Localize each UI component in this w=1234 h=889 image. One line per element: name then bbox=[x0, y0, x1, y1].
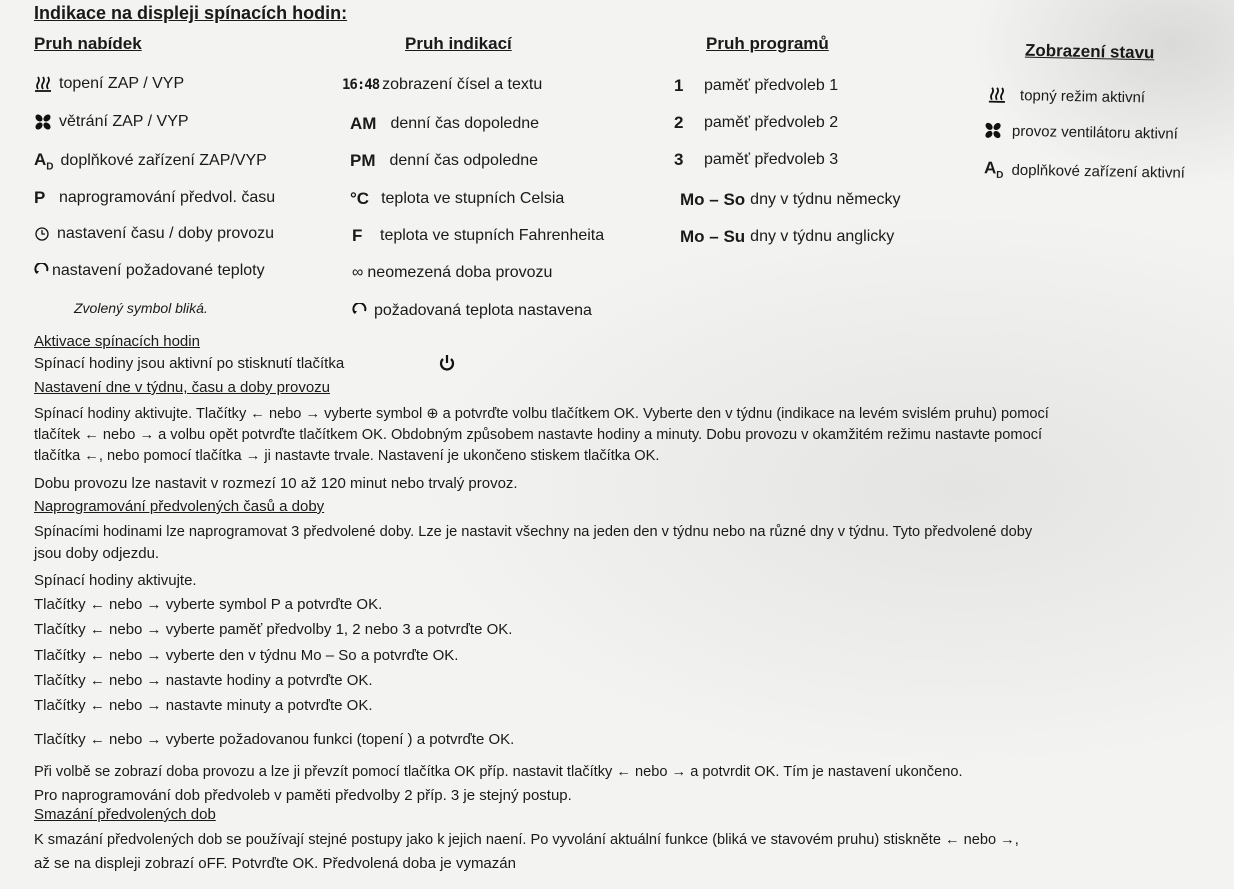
heating-active-icon bbox=[988, 86, 1006, 104]
temperature-set-icon bbox=[352, 303, 368, 319]
fan-active-icon bbox=[984, 121, 1002, 139]
indication-item-celsius: °C teplota ve stupních Celsia bbox=[350, 189, 565, 208]
auxiliary-device-symbol: $A_D$ bbox=[34, 150, 54, 173]
menu-item-ventilation: větrání ZAP / VYP bbox=[34, 113, 189, 131]
program-presets-heading: Naprogramování předvolených časů a doby bbox=[34, 498, 325, 515]
infinity-symbol: ∞ bbox=[352, 264, 364, 281]
program-other-line: Pro naprogramování dob předvoleb v paměti předvolby 2 příp. 3 je stejný postup. bbox=[34, 787, 572, 804]
program-step-6: Tlačítky ← nebo → vyberte požadovanou funkci (topení ) a potvrďte OK. bbox=[34, 731, 515, 748]
delete-line-2: až se na displeji zobrazí oFF. Potvrďte OK. Předvolená doba je vymazán bbox=[34, 855, 516, 872]
program-heat-line: Při volbě se zobrazí doba provozu a lze ji převzít pomocí tlačítka OK příp. nastavit tlačítky ← nebo → a potvrdit OK. Tím je nastavení ukončeno. bbox=[34, 764, 963, 780]
temperature-dial-icon bbox=[34, 263, 50, 279]
menu-note: Zvolený symbol bliká. bbox=[74, 300, 208, 316]
program-column-heading: Pruh programů bbox=[706, 34, 829, 53]
program-symbol: P bbox=[34, 188, 46, 207]
program-item-1: 1 paměť předvoleb 1 bbox=[674, 76, 839, 95]
clock-icon bbox=[34, 226, 50, 242]
delete-heading: Smazání předvolených dob bbox=[34, 806, 216, 823]
program-item-days-de: Mo – So dny v týdnu německy bbox=[680, 190, 901, 209]
status-item-fan: provoz ventilátoru aktivní bbox=[984, 121, 1178, 142]
program-step-2: Tlačítky ← nebo → vyberte paměť předvolby 1, 2 nebo 3 a potvrďte OK. bbox=[34, 621, 513, 638]
set-time-line-3: tlačítka ←, nebo pomocí tlačítka → ji nastavte trvale. Nastavení je ukončeno stiskem tlačítka OK. bbox=[34, 448, 660, 464]
fan-icon bbox=[34, 113, 52, 131]
program-item-3: 3 paměť předvoleb 3 bbox=[674, 150, 839, 169]
am-symbol: AM bbox=[350, 114, 377, 133]
program-item-2: 2 paměť předvoleb 2 bbox=[674, 113, 839, 132]
indication-item-digits: 16:48 zobrazení čísel a textu bbox=[342, 76, 543, 93]
program-presets-line-2: jsou doby odjezdu. bbox=[34, 545, 160, 562]
indication-item-unlimited: ∞ neomezená doba provozu bbox=[352, 264, 553, 281]
celsius-symbol: °C bbox=[350, 189, 370, 208]
activation-heading: Aktivace spínacích hodin bbox=[34, 333, 200, 350]
menu-item-heating: topení ZAP / VYP bbox=[34, 75, 184, 93]
activation-text: Spínací hodiny jsou aktivní po stisknutí tlačítka bbox=[34, 355, 345, 372]
status-item-auxiliary: $A_D$ doplňkové zařízení aktivní bbox=[983, 158, 1186, 182]
heating-icon bbox=[34, 75, 52, 93]
pm-symbol: PM bbox=[350, 151, 376, 170]
power-icon bbox=[438, 354, 456, 372]
status-item-heating: topný režim aktivní bbox=[988, 86, 1145, 107]
menu-item-program: P naprogramování předvol. času bbox=[34, 188, 276, 207]
set-time-line-4: Dobu provozu lze nastavit v rozmezí 10 až 120 minut nebo trvalý provoz. bbox=[34, 475, 518, 492]
indication-item-am: AM denní čas dopoledne bbox=[350, 114, 540, 133]
set-time-heading: Nastavení dne v týdnu, času a doby provozu bbox=[34, 379, 331, 396]
indication-column-heading: Pruh indikací bbox=[405, 34, 512, 53]
indication-item-pm: PM denní čas odpoledne bbox=[350, 151, 539, 170]
program-item-days-en: Mo – Su dny v týdnu anglicky bbox=[680, 227, 895, 246]
set-time-line-2: tlačítek ← nebo → a volbu opět potvrďte tlačítkem OK. Obdobným způsobem nastavte hodiny a minuty. Dobu provozu v okamžitém režimu nastavte pomocí bbox=[34, 427, 1043, 443]
menu-item-temperature: nastavení požadované teploty bbox=[34, 262, 265, 280]
delete-line-1: K smazání předvolených dob se používají stejné postupy jako k jejich naení. Po vyvolání aktuální funkce (bliká ve stavovém pruhu) stiskněte ← nebo →, bbox=[34, 832, 1019, 848]
fahrenheit-symbol: F bbox=[352, 226, 363, 245]
menu-item-auxiliary: $A_D$ doplňkové zařízení ZAP/VYP bbox=[34, 150, 267, 173]
program-step-5: Tlačítky ← nebo → nastavte minuty a potvrďte OK. bbox=[34, 697, 373, 714]
program-step-1: Tlačítky ← nebo → vyberte symbol P a potvrďte OK. bbox=[34, 596, 383, 613]
digit-display-symbol: 16:48 bbox=[342, 77, 380, 93]
program-step-3: Tlačítky ← nebo → vyberte den v týdnu Mo – So a potvrďte OK. bbox=[34, 647, 459, 664]
page-title: Indikace na displeji spínacích hodin: bbox=[34, 3, 348, 23]
set-time-line-1: Spínací hodiny aktivujte. Tlačítky ← nebo → vyberte symbol ⊕ a potvrďte volbu tlačítkem OK. Vyberte den v týdnu (indikace na levém svislém pruhu) pomocí bbox=[34, 406, 1049, 422]
auxiliary-active-symbol: $A_D$ bbox=[983, 158, 1004, 181]
menu-column-heading: Pruh nabídek bbox=[34, 34, 142, 53]
program-presets-line-3: Spínací hodiny aktivujte. bbox=[34, 572, 197, 589]
indication-item-temp-set: požadovaná teplota nastavena bbox=[352, 302, 592, 320]
status-column-heading: Zobrazení stavu bbox=[1024, 40, 1155, 63]
program-step-4: Tlačítky ← nebo → nastavte hodiny a potvrďte OK. bbox=[34, 672, 373, 689]
program-presets-line-1: Spínacími hodinami lze naprogramovat 3 předvolené doby. Lze je nastavit všechny na jeden den v týdnu nebo na různé dny v týdnu. Tyto předvolené doby bbox=[34, 524, 1033, 540]
menu-item-time: nastavení času / doby provozu bbox=[34, 225, 274, 243]
indication-item-fahrenheit: F teplota ve stupních Fahrenheita bbox=[352, 226, 605, 245]
